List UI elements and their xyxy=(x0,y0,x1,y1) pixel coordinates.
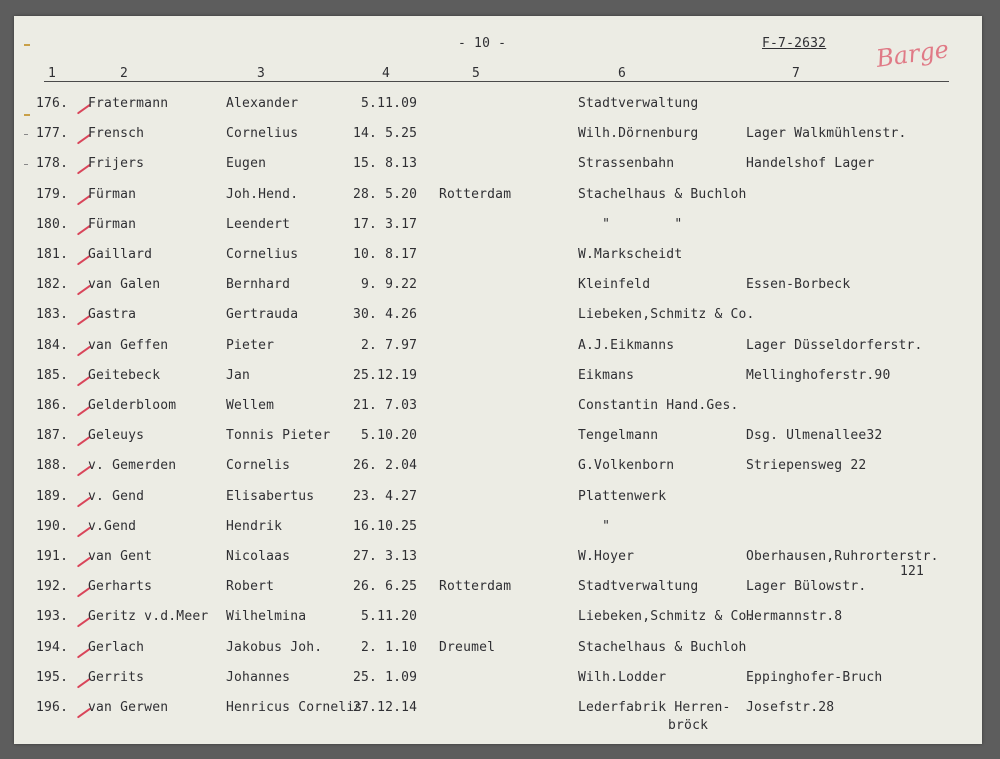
first-name-cell: Tonnis Pieter xyxy=(226,428,331,444)
table-row xyxy=(14,338,982,368)
employer-cell: Liebeken,Schmitz & Co. xyxy=(578,609,755,625)
entry-number: 176. xyxy=(36,96,69,111)
entry-number: 190. xyxy=(36,518,69,534)
address-cell: Lager Düsseldorferstr. xyxy=(746,337,923,353)
surname-cell: van Galen xyxy=(88,277,161,293)
table-row xyxy=(14,398,982,428)
entry-number: 196. xyxy=(36,700,69,715)
first-name-cell: Nicolaas xyxy=(226,549,291,564)
entry-number: 178. xyxy=(36,156,69,172)
birth-date-cell: 5.11.09 xyxy=(353,96,418,111)
employer-cell: Plattenwerk xyxy=(578,488,667,504)
table-row xyxy=(14,519,982,549)
employer-cell: Stachelhaus & Buchloh xyxy=(578,639,747,655)
birth-date-cell: 14. 5.25 xyxy=(353,126,418,142)
first-name-cell: Johannes xyxy=(226,669,291,685)
entry-number: 195. xyxy=(36,669,69,685)
surname-cell: Geleuys xyxy=(88,428,145,444)
column-number: 1 xyxy=(48,66,57,81)
entry-number: 185. xyxy=(36,367,69,383)
surname-cell: Frijers xyxy=(88,156,145,172)
address-cell: Hermannstr.8 xyxy=(746,609,843,625)
birth-date-cell: 28. 5.20 xyxy=(353,186,418,202)
employer-cell: Stadtverwaltung xyxy=(578,96,699,111)
table-row xyxy=(14,156,982,186)
first-name-cell: Eugen xyxy=(226,156,267,172)
birth-date-cell: 30. 4.26 xyxy=(353,307,418,323)
address-cell: Essen-Borbeck xyxy=(746,277,851,293)
employer-cell: Stadtverwaltung xyxy=(578,579,699,595)
surname-cell: Fratermann xyxy=(88,96,169,111)
first-name-cell: Henricus Cornelis xyxy=(226,700,363,715)
address-cell: Eppinghofer-Bruch xyxy=(746,669,883,685)
column-number: 5 xyxy=(472,66,481,81)
table-row xyxy=(14,247,982,277)
table-row xyxy=(14,700,982,730)
table-row xyxy=(14,277,982,307)
entry-number: 189. xyxy=(36,488,69,504)
entry-number: 179. xyxy=(36,186,69,202)
address-cell: Lager Bülowstr. xyxy=(746,579,867,595)
employer-cell: Wilh.Dörnenburg xyxy=(578,126,699,142)
surname-cell: Fürman xyxy=(88,186,137,202)
birth-date-cell: 27.12.14 xyxy=(353,700,418,715)
surname-cell: Gerrits xyxy=(88,669,145,685)
employer-cell: Lederfabrik Herren- xyxy=(578,700,731,715)
margin-mark xyxy=(24,44,30,46)
first-name-cell: Hendrik xyxy=(226,518,283,534)
address-cell: Dsg. Ulmenallee32 xyxy=(746,428,883,444)
entry-number: 184. xyxy=(36,337,69,353)
entry-number: 188. xyxy=(36,458,69,474)
column-number: 6 xyxy=(618,66,627,81)
surname-cell: Fürman xyxy=(88,216,137,232)
surname-cell: van Geffen xyxy=(88,337,169,353)
entry-number: 180. xyxy=(36,216,69,232)
birth-date-cell: 10. 8.17 xyxy=(353,247,418,262)
entry-number: 192. xyxy=(36,579,69,595)
employer-cell: Tengelmann xyxy=(578,428,659,444)
employer-cell: Strassenbahn xyxy=(578,156,675,172)
table-row xyxy=(14,670,982,700)
first-name-cell: Jakobus Joh. xyxy=(226,639,323,655)
handwritten-signature: Barge xyxy=(874,35,951,73)
entry-number: 177. xyxy=(36,126,69,142)
first-name-cell: Wellem xyxy=(226,398,275,413)
birth-date-cell: 21. 7.03 xyxy=(353,398,418,413)
address-cell: Striepensweg 22 xyxy=(746,458,867,474)
column-number: 3 xyxy=(257,66,266,81)
surname-cell: van Gent xyxy=(88,549,153,564)
surname-cell: v.Gend xyxy=(88,518,137,534)
table-row xyxy=(14,458,982,488)
surname-cell: Geritz v.d.Meer xyxy=(88,609,209,625)
table-row xyxy=(14,428,982,458)
birth-date-cell: 5.11.20 xyxy=(353,609,418,625)
table-row xyxy=(14,549,982,579)
address-cell: Josefstr.28 xyxy=(746,700,835,715)
entry-number: 181. xyxy=(36,247,69,262)
birth-date-cell: 16.10.25 xyxy=(353,518,418,534)
entry-number: 186. xyxy=(36,398,69,413)
employer-cell: W.Hoyer xyxy=(578,549,635,564)
address-cell: Lager Walkmühlenstr. xyxy=(746,126,907,142)
entry-number: 182. xyxy=(36,277,69,293)
employer-cell: Constantin Hand.Ges. xyxy=(578,398,739,413)
table-row xyxy=(14,368,982,398)
surname-cell: Gelderbloom xyxy=(88,398,177,413)
first-name-cell: Bernhard xyxy=(226,277,291,293)
surname-cell: Gastra xyxy=(88,307,137,323)
column-number: 2 xyxy=(120,66,129,81)
surname-cell: v. Gend xyxy=(88,488,145,504)
table-row xyxy=(14,187,982,217)
table-row xyxy=(14,126,982,156)
origin-cell: Rotterdam xyxy=(439,579,512,595)
first-name-cell: Wilhelmina xyxy=(226,609,307,625)
margin-note: 121 xyxy=(900,564,925,579)
birth-date-cell: 25.12.19 xyxy=(353,367,418,383)
document-page xyxy=(14,16,982,744)
table-row xyxy=(14,579,982,609)
first-name-cell: Gertrauda xyxy=(226,307,299,323)
table-row xyxy=(14,489,982,519)
employer-cell: Stachelhaus & Buchloh xyxy=(578,186,747,202)
first-name-cell: Robert xyxy=(226,579,275,595)
birth-date-cell: 2. 7.97 xyxy=(353,337,418,353)
first-name-cell: Elisabertus xyxy=(226,488,315,504)
first-name-cell: Cornelius xyxy=(226,247,299,262)
employer-cell: Kleinfeld xyxy=(578,277,651,293)
birth-date-cell: 2. 1.10 xyxy=(353,639,418,655)
address-cell: Handelshof Lager xyxy=(746,156,875,172)
first-name-cell: Jan xyxy=(226,367,251,383)
birth-date-cell: 15. 8.13 xyxy=(353,156,418,172)
table-row xyxy=(14,96,982,126)
column-number: 4 xyxy=(382,66,391,81)
column-number: 7 xyxy=(792,66,801,81)
employer-cell: G.Volkenborn xyxy=(578,458,675,474)
employer-cell: Wilh.Lodder xyxy=(578,669,667,685)
header-rule xyxy=(44,81,949,82)
table-row xyxy=(14,609,982,639)
reference-number: F-7-2632 xyxy=(762,36,827,51)
entry-number: 193. xyxy=(36,609,69,625)
birth-date-cell: 17. 3.17 xyxy=(353,216,418,232)
surname-cell: Frensch xyxy=(88,126,145,142)
employer-continuation: bröck xyxy=(668,718,709,733)
surname-cell: Gerharts xyxy=(88,579,153,595)
first-name-cell: Cornelius xyxy=(226,126,299,142)
first-name-cell: Alexander xyxy=(226,96,299,111)
employer-cell: " xyxy=(578,518,611,534)
birth-date-cell: 9. 9.22 xyxy=(353,277,418,293)
birth-date-cell: 27. 3.13 xyxy=(353,549,418,564)
surname-cell: van Gerwen xyxy=(88,700,169,715)
birth-date-cell: 26. 6.25 xyxy=(353,579,418,595)
table-row xyxy=(14,307,982,337)
table-row xyxy=(14,640,982,670)
entry-number: 191. xyxy=(36,549,69,564)
origin-cell: Rotterdam xyxy=(439,186,512,202)
employer-cell: W.Markscheidt xyxy=(578,247,683,262)
first-name-cell: Pieter xyxy=(226,337,275,353)
surname-cell: v. Gemerden xyxy=(88,458,177,474)
address-cell: Mellinghoferstr.90 xyxy=(746,367,891,383)
first-name-cell: Joh.Hend. xyxy=(226,186,299,202)
employer-cell: " " xyxy=(578,216,683,232)
entry-number: 187. xyxy=(36,428,69,444)
birth-date-cell: 26. 2.04 xyxy=(353,458,418,474)
entry-number: 194. xyxy=(36,639,69,655)
address-cell: Oberhausen,Ruhrorterstr. xyxy=(746,549,939,564)
origin-cell: Dreumel xyxy=(439,639,496,655)
entry-number: 183. xyxy=(36,307,69,323)
surname-cell: Gaillard xyxy=(88,247,153,262)
birth-date-cell: 25. 1.09 xyxy=(353,669,418,685)
first-name-cell: Cornelis xyxy=(226,458,291,474)
employer-cell: Liebeken,Schmitz & Co. xyxy=(578,307,755,323)
birth-date-cell: 23. 4.27 xyxy=(353,488,418,504)
surname-cell: Geitebeck xyxy=(88,367,161,383)
first-name-cell: Leendert xyxy=(226,216,291,232)
employer-cell: Eikmans xyxy=(578,367,635,383)
employer-cell: A.J.Eikmanns xyxy=(578,337,675,353)
surname-cell: Gerlach xyxy=(88,639,145,655)
page-number: - 10 - xyxy=(458,36,507,51)
table-row xyxy=(14,217,982,247)
birth-date-cell: 5.10.20 xyxy=(353,428,418,444)
